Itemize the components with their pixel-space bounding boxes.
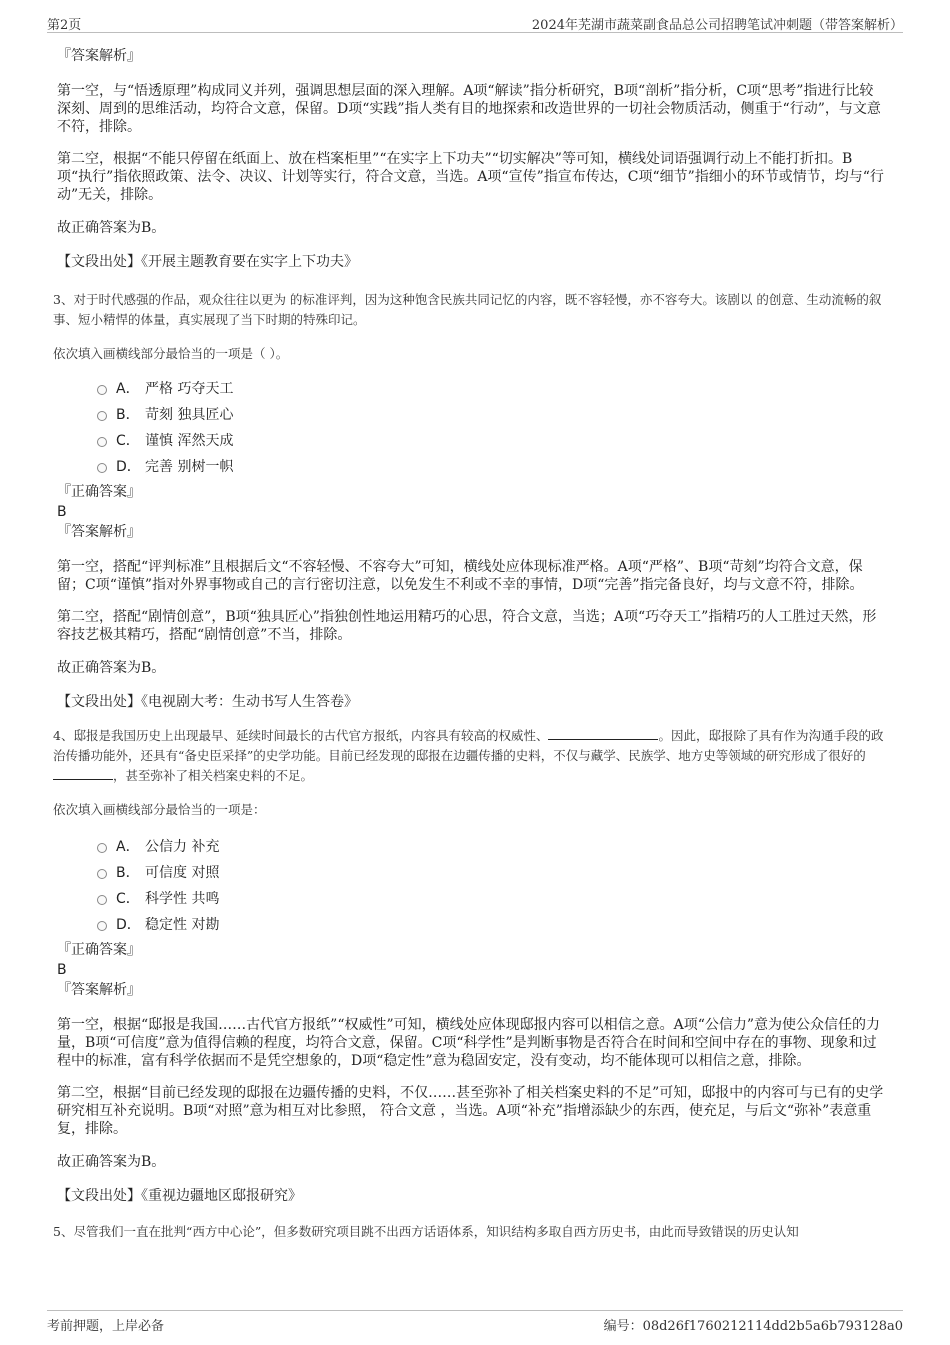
option-text: 完善 别树一帜 (145, 459, 234, 475)
question-text (53, 726, 887, 786)
question-text: 5、尽管我们一直在批判“西方中心论”，但多数研究项目跳不出西方话语体系，知识结构多取自西方历史书，由此而导致错误的历史认知 (53, 1224, 799, 1239)
footer-slogan: 考前押题，上岸必备 (47, 1319, 165, 1334)
source-citation: 【文段出处】《重视边疆地区邸报研究》 (57, 1188, 302, 1204)
question-2-analysis (57, 46, 887, 272)
radio-icon[interactable] (97, 869, 107, 879)
option-b[interactable] (57, 862, 887, 888)
fill-blank (548, 727, 658, 740)
radio-icon[interactable] (97, 895, 107, 905)
option-c[interactable] (57, 888, 887, 914)
option-d[interactable] (57, 456, 887, 482)
option-text: 谨慎 浑然天成 (145, 433, 234, 449)
option-a[interactable] (57, 378, 887, 404)
option-letter: D． (116, 459, 141, 475)
analysis-paragraph: 第一空，搭配“评判标准”且根据后文“不容轻慢、不容夸大”可知，横线处应体现标准严格。A项“严格”、B项“苛刻”均符合文意，保留；C项“谨慎”指对外界事物或自己的言行密切注意，以免发生不利或不幸的事情，D项“完善”指完备良好，均与文意不符，排除。 (57, 559, 864, 593)
option-c[interactable] (57, 430, 887, 456)
answer-statement: 故正确答案为B。 (57, 220, 166, 236)
option-text: 严格 巧夺天工 (145, 381, 234, 397)
radio-icon[interactable] (97, 385, 107, 395)
page-footer (47, 1310, 903, 1333)
answer-statement: 故正确答案为B。 (57, 1154, 166, 1170)
document-id: 编号：08d26f1760212114dd2b5a6b793128a0 (603, 1319, 903, 1334)
correct-answer-label: 『正确答案』 (57, 484, 141, 500)
document-body (53, 46, 887, 1242)
question-4 (53, 726, 887, 1206)
document-title: 2024年芜湖市蔬菜副食品总公司招聘笔试冲刺题（带答案解析） (531, 18, 903, 33)
analysis-paragraph: 第二空，根据“目前已经发现的邸报在边疆传播的史料，不仅……甚至弥补了相关档案史料的不足”可知，邸报中的内容可与已有的史学研究相互补充说明。B项“对照”意为相互对比参照， 符合文意 ，当选。A项“补充”指增添缺少的东西，使充足，与后文“弥补”表意重复，排除。 (57, 1085, 884, 1137)
source-citation: 【文段出处】《电视剧大考：生动书写人生答卷》 (57, 694, 358, 710)
radio-icon[interactable] (97, 463, 107, 473)
question-prompt: 依次填入画横线部分最恰当的一项是（ ）。 (53, 346, 289, 361)
option-a[interactable] (57, 836, 887, 862)
question-text: 3、对于时代感强的作品，观众往往以更为 的标准评判，因为这种饱含民族共同记忆的内容，既不容轻慢，亦不容夸大。该剧以 的创意、生动流畅的叙事、短小精悍的体量，真实展现了当下时期的特殊印记。 (53, 292, 882, 327)
correct-answer-label: 『正确答案』 (57, 942, 141, 958)
analysis-paragraph: 第一空，与“悟透原理”构成同义并列，强调思想层面的深入理解。A项“解读”指分析研究，B项“剖析”指分析，C项“思考”指进行比较深刻、周到的思维活动，均符合文意，保留。D项“实践”指人类有目的地探索和改造世界的一切社会物质活动，侧重于“行动”，与文意不符，排除。 (57, 83, 881, 135)
radio-icon[interactable] (97, 437, 107, 447)
answer-statement: 故正确答案为B。 (57, 660, 166, 676)
option-letter: B． (116, 865, 140, 881)
radio-icon[interactable] (97, 843, 107, 853)
option-d[interactable] (57, 914, 887, 940)
correct-answer-value: B (57, 962, 67, 978)
question-text-part: ，甚至弥补了相关档案史料的不足。 (113, 768, 314, 783)
question-prompt: 依次填入画横线部分最恰当的一项是： (53, 802, 266, 817)
option-letter: C． (116, 433, 140, 449)
option-letter: C． (116, 891, 140, 907)
option-text: 科学性 共鸣 (145, 891, 220, 907)
question-text-part: 。因此，邸报除了具有作为沟通手段的政治传播功能外，还具有“备史臣采择”的史学功能。目前已经发现的邸报在边疆传播的史料，不仅与藏学、民族学、地方史等领域的研究形成了很好的 (53, 728, 884, 763)
analysis-label: 『答案解析』 (57, 982, 141, 998)
question-3 (53, 290, 887, 712)
page-header (47, 12, 903, 33)
option-text: 公信力 补充 (145, 839, 220, 855)
fill-blank (53, 767, 113, 780)
radio-icon[interactable] (97, 921, 107, 931)
question-text-part: 4、邸报是我国历史上出现最早、延续时间最长的古代官方报纸，内容具有较高的权威性、 (53, 728, 549, 743)
option-text: 苛刻 独具匠心 (145, 407, 234, 423)
option-b[interactable] (57, 404, 887, 430)
source-citation: 【文段出处】《开展主题教育要在实字上下功夫》 (57, 254, 358, 270)
page-number: 第2页 (47, 18, 82, 33)
option-list (57, 836, 887, 940)
option-list (57, 378, 887, 482)
option-letter: A． (116, 381, 140, 397)
option-text: 稳定性 对勘 (145, 917, 220, 933)
question-5 (53, 1222, 887, 1242)
option-text: 可信度 对照 (145, 865, 220, 881)
option-letter: A． (116, 839, 140, 855)
option-letter: B． (116, 407, 140, 423)
analysis-paragraph: 第一空，根据“邸报是我国……古代官方报纸”“权威性”可知，横线处应体现邸报内容可以相信之意。A项“公信力”意为使公众信任的力量，B项“可信度”意为值得信赖的程度，均符合文意，保留。C项“科学性”是判断事物是否符合在时间和空间中存在的事物、现象和过程中的标准，富有科学依据而不是凭空想象的，D项“稳定性”意为稳固安定，没有变动，均不能体现可以相信之意，排除。 (57, 1017, 881, 1069)
analysis-paragraph: 第二空，根据“不能只停留在纸面上、放在档案柜里”“在实字上下功夫”“切实解决”等可知，横线处词语强调行动上不能打折扣。B项“执行”指依照政策、法令、决议、计划等实行，符合文意，当选。A项“宣传”指宣布传达，C项“细节”指细小的环节或情节，均与“行动”无关，排除。 (57, 151, 884, 203)
option-letter: D． (116, 917, 141, 933)
correct-answer-value: B (57, 504, 67, 520)
radio-icon[interactable] (97, 411, 107, 421)
analysis-label: 『答案解析』 (57, 524, 141, 540)
analysis-paragraph: 第二空，搭配“剧情创意”，B项“独具匠心”指独创性地运用精巧的心思，符合文意，当选；A项“巧夺天工”指精巧的人工胜过天然，形容技艺极其精巧，搭配“剧情创意”不当，排除。 (57, 609, 877, 643)
analysis-label: 『答案解析』 (57, 48, 141, 64)
